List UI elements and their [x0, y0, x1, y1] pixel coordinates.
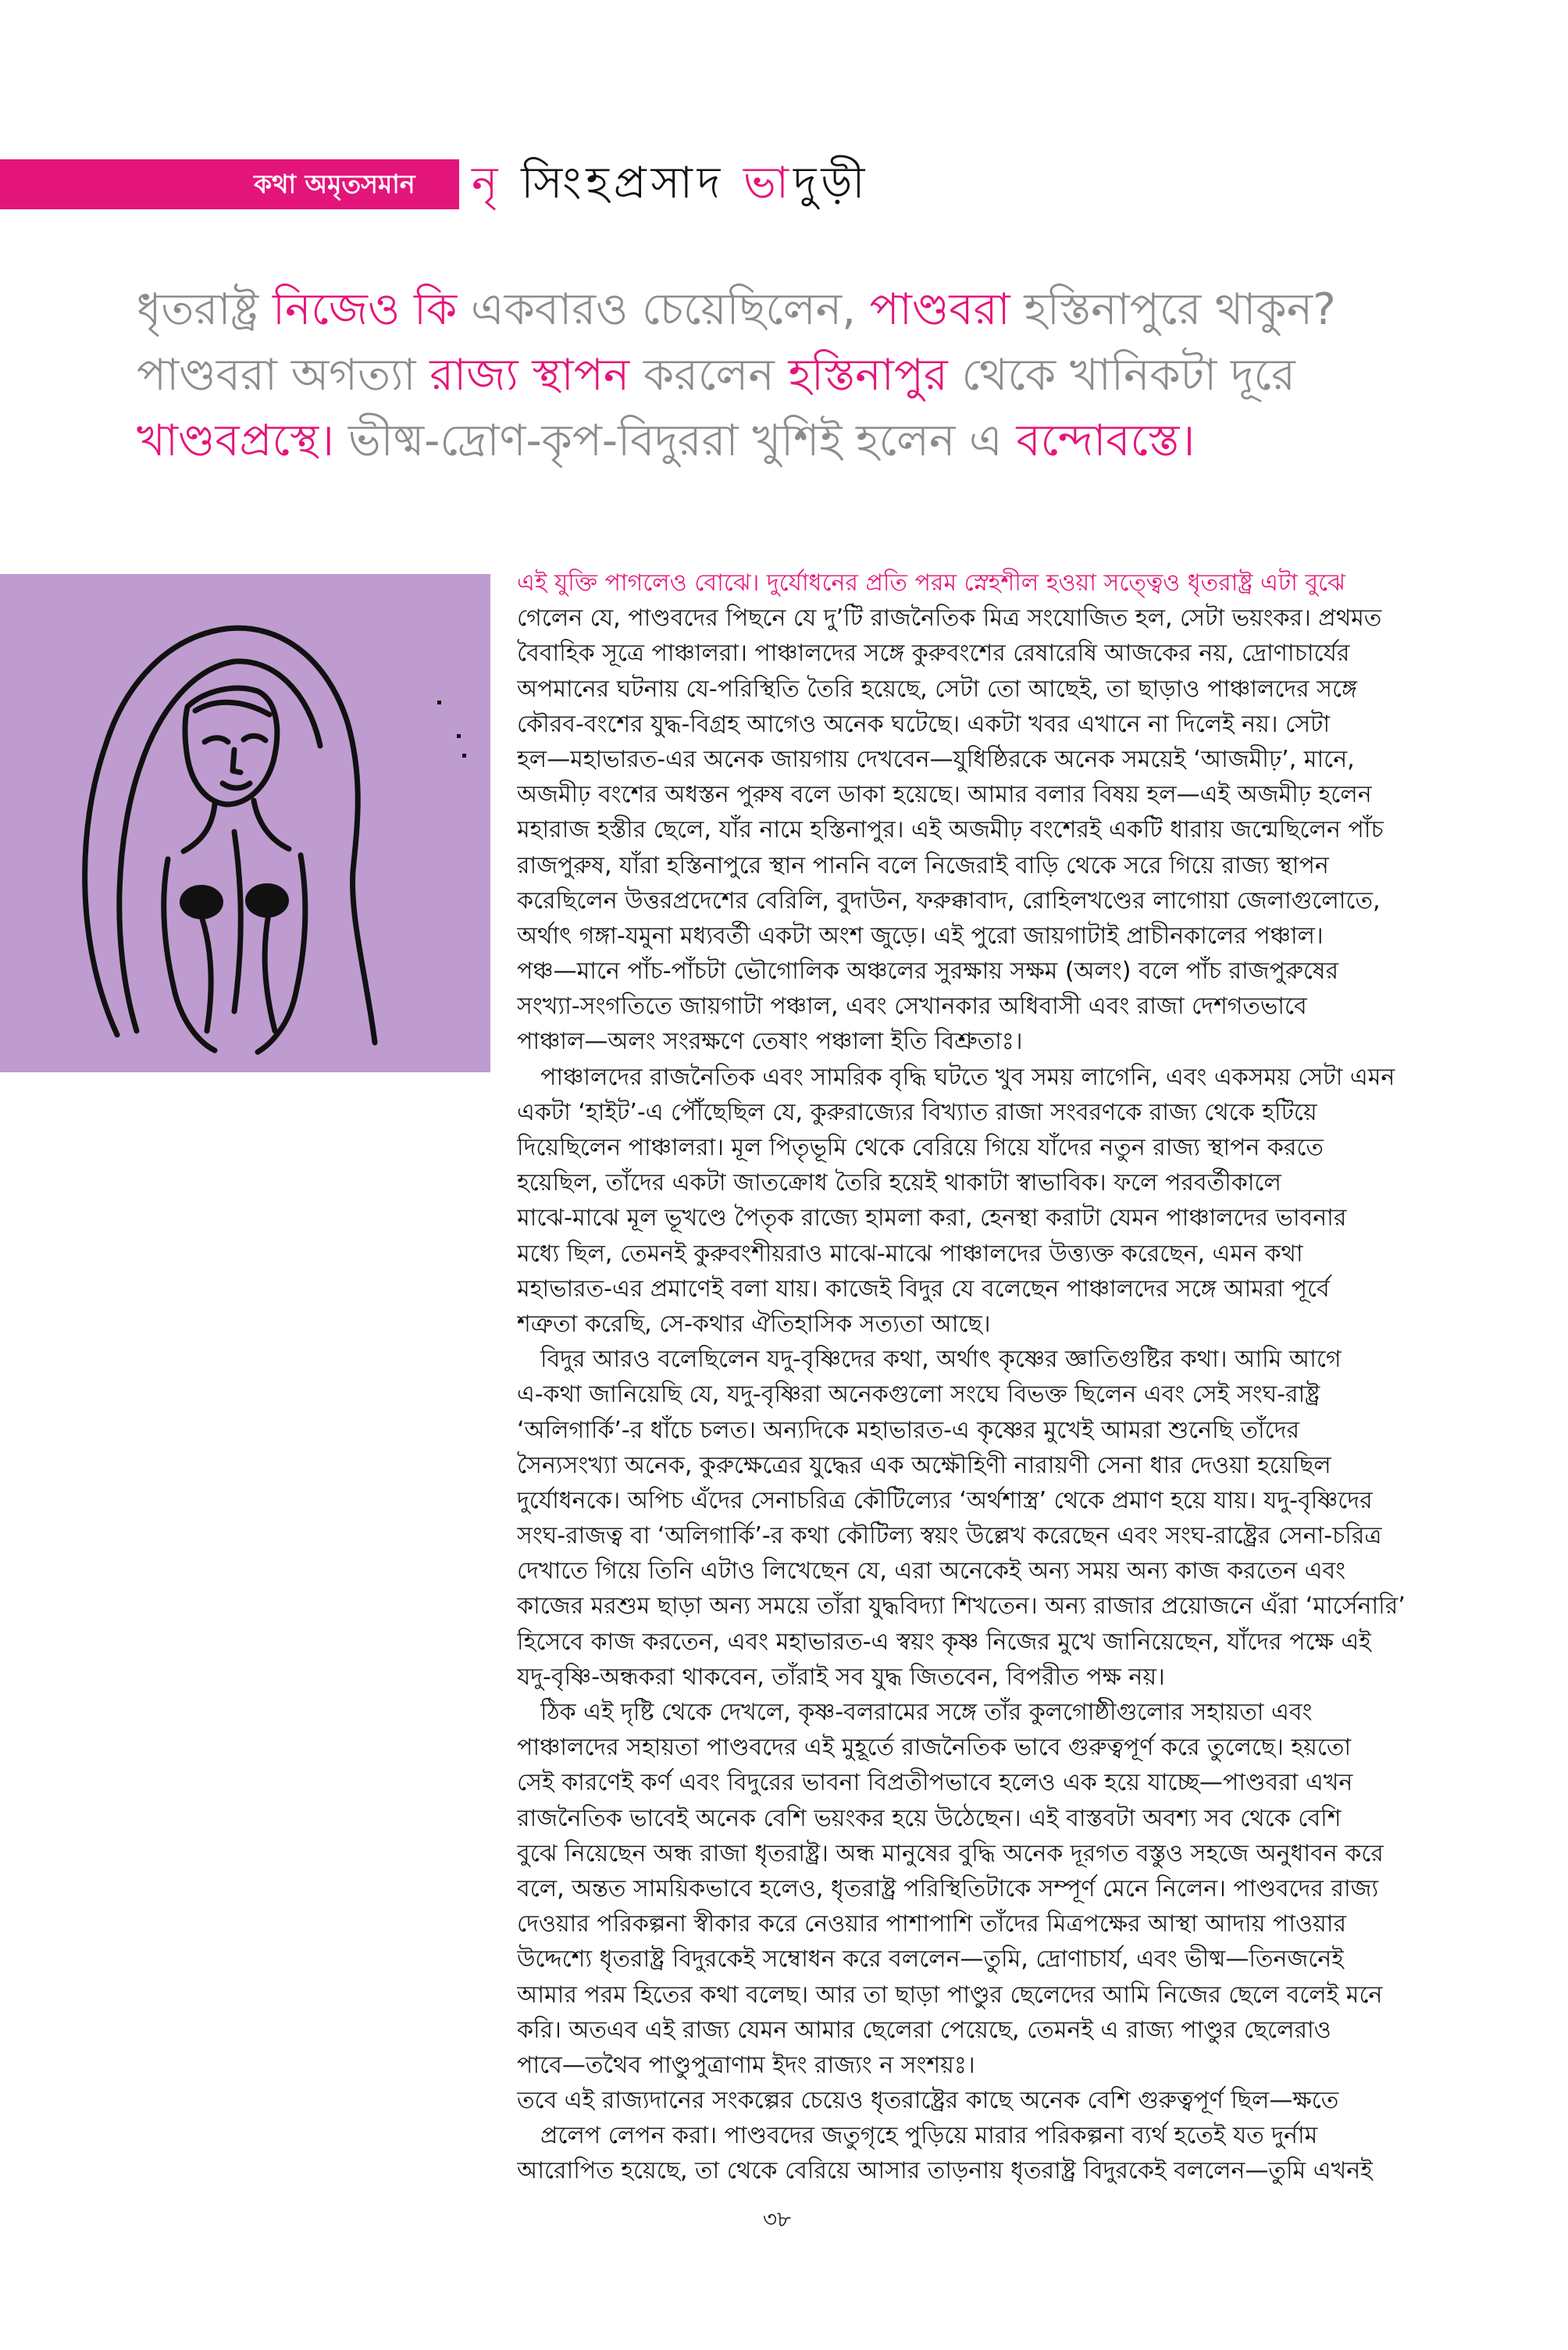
- body-line: কাজের মরশুম ছাড়া অন্য সময়ে তাঁরা যুদ্ধবিদ্যা শিখতেন। অন্য রাজার প্রয়োজনে এঁরা ‘মার্সেনারি’: [517, 1592, 1406, 1621]
- body-line: আমার পরম হিতের কথা বলেছ। আর তা ছাড়া পাণ্ডুর ছেলেদের আমি নিজের ছেলে বলেই মনে: [517, 1981, 1383, 2009]
- body-line: করি। অতএব এই রাজ্য যেমন আমার ছেলেরা পেয়েছে, তেমনই এ রাজ্য পাণ্ডুর ছেলেরাও: [517, 2016, 1331, 2044]
- body-line: মধ্যে ছিল, তেমনই কুরুবংশীয়রাও মাঝে-মাঝে পাঞ্চালদের উত্ত্যক্ত করেছেন, এমন কথা: [517, 1239, 1303, 1268]
- body-line: সংঘ-রাজত্ব বা ‘অলিগার্কি’-র কথা কৌটিল্য স্বয়ং উল্লেখ করেছেন এবং সংঘ-রাষ্ট্রের সেনা-চরিত্র: [517, 1522, 1382, 1550]
- author-name-middle: সিংহপ্রসাদ: [502, 158, 744, 209]
- body-line: সংখ্যা-সংগতিতে জায়গাটা পঞ্চাল, এবং সেখানকার অধিবাসী এবং রাজা দেশগতভাবে: [517, 993, 1307, 1021]
- deck-highlight: বন্দোবস্তে।: [1016, 415, 1196, 466]
- body-line: করেছিলেন উত্তরপ্রদেশের বেরিলি, বুদাউন, ফরুক্কাবাদ, রোহিলখণ্ডের লাগোয়া জেলাগুলোতে,: [517, 886, 1381, 915]
- body-line: দুর্যোধনকে। অপিচ এঁদের সেনাচরিত্র কৌটিল্যের ‘অর্থশাস্ত্র’ থেকে প্রমাণ হয়ে যায়। যদু-বৃষ্ণিদের: [517, 1486, 1373, 1514]
- body-line: শত্রুতা করেছি, সে-কথার ঐতিহাসিক সত্যতা আছে।: [517, 1310, 991, 1338]
- woman-figure-icon: [0, 574, 490, 1072]
- deck-highlight: রাজ্য স্থাপন: [429, 350, 630, 401]
- body-line: পাঞ্চালদের সহায়তা পাণ্ডবদের এই মুহূর্তে রাজনৈতিক ভাবে গুরুত্বপূর্ণ করে তুলেছে। হয়তো: [517, 1734, 1352, 1762]
- body-line: একটা ‘হাইট’-এ পৌঁছেছিল যে, কুরুরাজ্যের বিখ্যাত রাজা সংবরণকে রাজ্য থেকে হটিয়ে: [517, 1098, 1317, 1126]
- body-line: সৈন্যসংখ্যা অনেক, কুরুক্ষেত্রের যুদ্ধের এক অক্ষৌহিণী নারায়ণী সেনা ধার দেওয়া হয়েছিল: [517, 1451, 1331, 1479]
- body-line: গেলেন যে, পাণ্ডবদের পিছনে যে দু’টি রাজনৈতিক মিত্র সংযোজিত হল, সেটা ভয়ংকর। প্রথমত: [517, 604, 1382, 633]
- body-line: ঠিক এই দৃষ্টি থেকে দেখলে, কৃষ্ণ-বলরামের সঙ্গে তাঁর কুলগোষ্ঠীগুলোর সহায়তা এবং: [540, 1699, 1313, 1726]
- body-line: এ-কথা জানিয়েছি যে, যদু-বৃষ্ণিরা অনেকগুলো সংঘে বিভক্ত ছিলেন এবং সেই সংঘ-রাষ্ট্র: [517, 1381, 1320, 1409]
- article-deck: [137, 277, 1417, 474]
- body-line: তবে এই রাজ্যদানের সংকল্পের চেয়েও ধৃতরাষ্ট্রের কাছে অনেক বেশি গুরুত্বপূর্ণ ছিল—ক্ষতে: [517, 2087, 1339, 2115]
- body-line: কৌরব-বংশের যুদ্ধ-বিগ্রহ আগেও অনেক ঘটেছে। একটা খবর এখানে না দিলেই নয়। সেটা: [517, 710, 1331, 738]
- body-line: পাঞ্চালদের রাজনৈতিক এবং সামরিক বৃদ্ধি ঘটতে খুব সময় লাগেনি, এবং একসময় সেটা এমন: [540, 1063, 1395, 1091]
- body-line: বিদুর আরও বলেছিলেন যদু-বৃষ্ণিদের কথা, অর্থাৎ কৃষ্ণের জ্ঞাতিগুষ্টির কথা। আমি আগে: [540, 1346, 1342, 1374]
- author-initial-2: ভা: [743, 158, 793, 209]
- article-body: [517, 565, 1438, 2189]
- deck-text: ভীষ্ম-দ্রোণ-কৃপ-বিদুররা খুশিই হলেন এ: [334, 415, 1017, 466]
- body-line: পাঞ্চাল—অলং সংরক্ষণে তেষাং পঞ্চালা ইতি বিশ্রুতাঃ।: [517, 1028, 1023, 1056]
- body-line: বৈবাহিক সূত্রে পাঞ্চালরা। পাঞ্চালদের সঙ্গে কুরুবংশের রেষারেষি আজকের নয়, দ্রোণাচার্যের: [517, 640, 1350, 668]
- deck-text: থেকে খানিকটা দূরে: [947, 350, 1295, 401]
- body-line: অর্থাৎ গঙ্গা-যমুনা মধ্যবর্তী একটা অংশ জুড়ে। এই পুরো জায়গাটাই প্রাচীনকালের পঞ্চাল।: [517, 922, 1324, 950]
- section-label: কথা অমৃতসমান: [254, 169, 415, 199]
- deck-line-1: [137, 277, 1417, 343]
- body-line: ‘অলিগার্কি’-র ধাঁচে চলত। অন্যদিকে মহাভারত-এ কৃষ্ণের মুখেই আমরা শুনেছি তাঁদের: [517, 1416, 1299, 1444]
- body-line: দেওয়ার পরিকল্পনা স্বীকার করে নেওয়ার পাশাপাশি তাঁদের মিত্রপক্ষের আস্থা আদায় পাওয়ার: [517, 1910, 1346, 1938]
- body-line: দেখাতে গিয়ে তিনি এটাও লিখেছেন যে, এরা অনেকেই অন্য সময় অন্য কাজ করতেন এবং: [517, 1557, 1346, 1585]
- deck-text: করলেন: [629, 350, 789, 401]
- body-line: পঞ্চ—মানে পাঁচ-পাঁচটা ভৌগোলিক অঞ্চলের সুরক্ষায় সক্ষম (অলং) বলে পাঁচ রাজপুরুষের: [517, 957, 1338, 986]
- body-line: প্রলেপ লেপন করা। পাণ্ডবদের জতুগৃহে পুড়িয়ে মারার পরিকল্পনা ব্যর্থ হতেই যত দুর্নাম: [540, 2122, 1318, 2150]
- deck-highlight: হস্তিনাপুর: [788, 350, 948, 401]
- body-line: মাঝে-মাঝে মূল ভূখণ্ডে পৈতৃক রাজ্যে হামলা করা, হেনস্থা করাটা যেমন পাঞ্চালদের ভাবনার: [517, 1204, 1347, 1232]
- body-line: আরোপিত হয়েছে, তা থেকে বেরিয়ে আসার তাড়নায় ধৃতরাষ্ট্র বিদুরকেই বললেন—তুমি এখনই: [517, 2157, 1373, 2185]
- author-byline: [472, 148, 869, 219]
- deck-text: হস্তিনাপুরে থাকুন?: [1010, 284, 1336, 335]
- body-line: বুঝে নিয়েছেন অন্ধ রাজা ধৃতরাষ্ট্র। অন্ধ মানুষের বুদ্ধি অনেক দূরগত বস্তুও সহজে অনুধাবন করে: [517, 1839, 1384, 1867]
- body-line: হিসেবে কাজ করতেন, এবং মহাভারত-এ স্বয়ং কৃষ্ণ নিজের মুখে জানিয়েছেন, যাঁদের পক্ষে এই: [517, 1628, 1371, 1656]
- page-number: ৩৮: [762, 2206, 792, 2232]
- body-line: পাবে—তথৈব পাণ্ডুপুত্রাণাম ইদং রাজ্যং ন সংশয়ঃ।: [517, 2051, 975, 2079]
- woman-figure-illustration: [0, 574, 490, 1072]
- body-line: হল—মহাভারত-এর অনেক জায়গায় দেখবেন—যুধিষ্ঠিরকে অনেক সময়েই ‘আজমীঢ়’, মানে,: [517, 745, 1355, 773]
- body-line: সেই কারণেই কর্ণ এবং বিদুরের ভাবনা বিপ্রতীপভাবে হলেও এক হয়ে যাচ্ছে—পাণ্ডবরা এখন: [517, 1769, 1353, 1797]
- body-line: বলে, অন্তত সাময়িকভাবে হলেও, ধৃতরাষ্ট্র পরিস্থিতিটাকে সম্পূর্ণ মেনে নিলেন। পাণ্ডবদের রাজ্য: [517, 1874, 1379, 1902]
- deck-text: ধৃতরাষ্ট্র: [137, 284, 273, 335]
- body-line: মহাভারত-এর প্রমাণেই বলা যায়। কাজেই বিদুর যে বলেছেন পাঞ্চালদের সঙ্গে আমরা পূর্বে: [517, 1275, 1330, 1303]
- body-line: দিয়েছিলেন পাঞ্চালরা। মূল পিতৃভূমি থেকে বেরিয়ে গিয়ে যাঁদের নতুন রাজ্য স্থাপন করতে: [517, 1134, 1324, 1161]
- author-initial-1: নৃ: [472, 158, 503, 209]
- body-line: মহারাজ হস্তীর ছেলে, যাঁর নামে হস্তিনাপুর। এই অজমীঢ় বংশেরই একটি ধারায় জন্মেছিলেন পাঁচ: [517, 816, 1384, 844]
- deck-text: একবারও চেয়েছিলেন,: [457, 284, 870, 335]
- body-line: যদু-বৃষ্ণি-অন্ধকরা থাকবেন, তাঁরাই সব যুদ্ধ জিতবেন, বিপরীত পক্ষ নয়।: [517, 1663, 1165, 1691]
- deck-highlight: নিজেও কি: [272, 284, 458, 335]
- deck-line-3: [137, 408, 1417, 474]
- lead-in-line: এই যুক্তি পাগলেও বোঝে। দুর্যোধনের প্রতি পরম স্নেহশীল হওয়া সত্ত্বেও ধৃতরাষ্ট্র এটা বুঝে: [517, 569, 1345, 597]
- deck-text: পাণ্ডবরা অগত্যা: [137, 350, 430, 401]
- author-name-end: দুড়ী: [793, 158, 870, 209]
- body-line: অপমানের ঘটনায় যে-পরিস্থিতি তৈরি হয়েছে, সেটা তো আছেই, তা ছাড়াও পাঞ্চালদের সঙ্গে: [517, 675, 1357, 703]
- body-line: হয়েছিল, তাঁদের একটা জাতক্রোধ তৈরি হয়েই থাকাটা স্বাভাবিক। ফলে পরবর্তীকালে: [517, 1169, 1281, 1197]
- deck-line-2: [137, 343, 1417, 408]
- body-line: রাজপুরুষ, যাঁরা হস্তিনাপুরে স্থান পাননি বলে নিজেরাই বাড়ি থেকে সরে গিয়ে রাজ্য স্থাপন: [517, 851, 1329, 879]
- body-line: অজমীঢ় বংশের অধস্তন পুরুষ বলে ডাকা হয়েছে। আমার বলার বিষয় হল—এই অজমীঢ় হলেন: [517, 781, 1372, 809]
- deck-highlight: পাণ্ডবরা: [869, 284, 1010, 335]
- body-line: উদ্দেশ্যে ধৃতরাষ্ট্র বিদুরকেই সম্বোধন করে বললেন—তুমি, দ্রোণাচার্য, এবং ভীষ্ম—তিনজনেই: [517, 1945, 1344, 1974]
- deck-highlight: খাণ্ডবপ্রস্থে।: [137, 415, 335, 466]
- body-line: রাজনৈতিক ভাবেই অনেক বেশি ভয়ংকর হয়ে উঠেছেন। এই বাস্তবটা অবশ্য সব থেকে বেশি: [517, 1804, 1342, 1832]
